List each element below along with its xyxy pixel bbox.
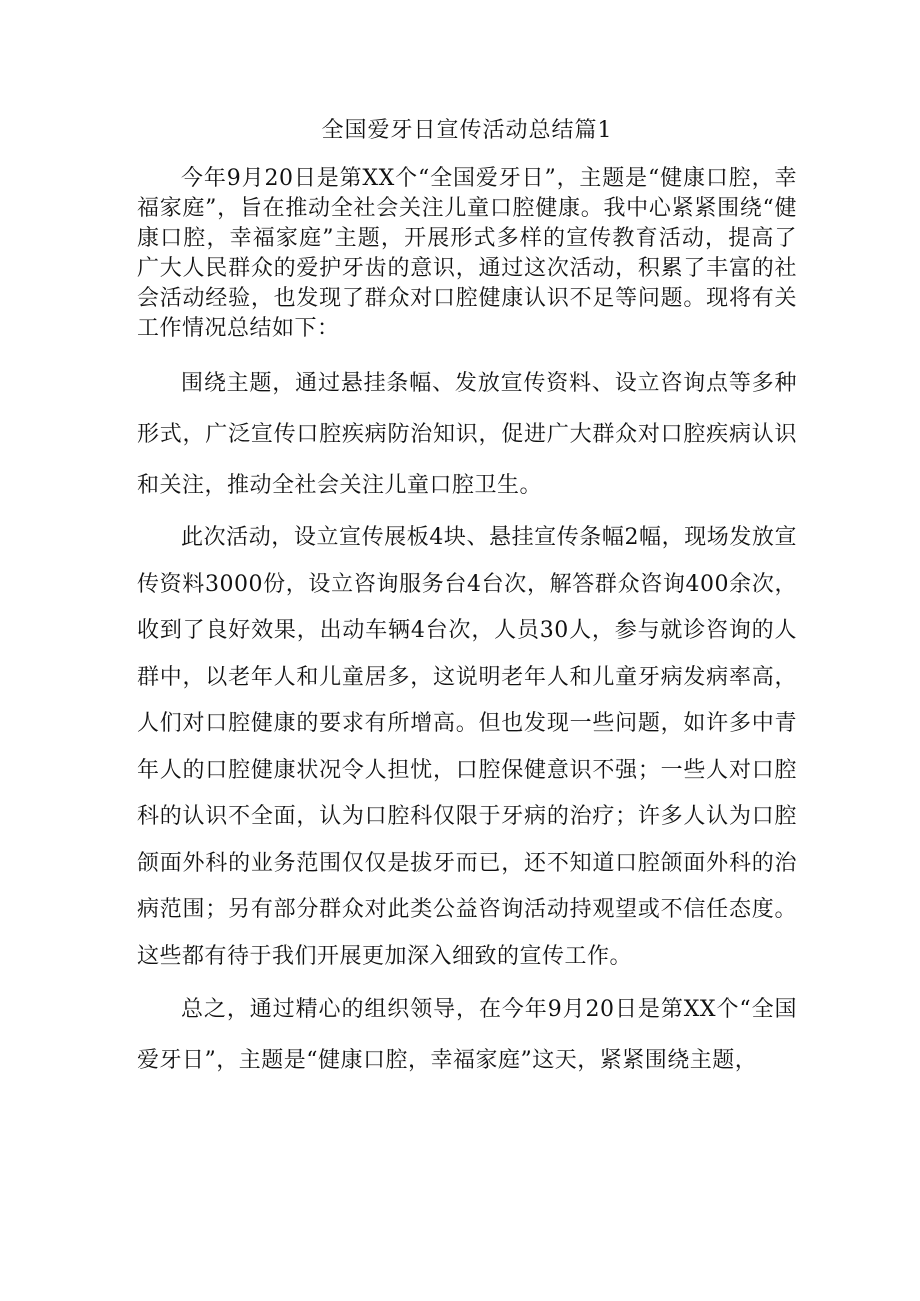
paragraph-theme: 围绕主题，通过悬挂条幅、发放宣传资料、设立咨询点等多种形式，广泛宣传口腔疾病防治知识，促进广大群众对口腔疾病认识和关注，推动全社会关注儿童口腔卫生。 xyxy=(137,371,797,498)
document-title: 全国爱牙日宣传活动总结篇1 xyxy=(321,118,613,143)
paragraph-summary: 总之，通过精心的组织领导，在今年9月20日是第XX个“全国爱牙日”，主题是“健康口腔，幸福家庭”这天，紧紧围绕主题， xyxy=(137,997,797,1073)
document-page xyxy=(137,116,797,1086)
paragraph-intro: 今年9月20日是第XX个“全国爱牙日”，主题是“健康口腔，幸福家庭”，旨在推动全社会关注儿童口腔健康。我中心紧紧围绕“健康口腔，幸福家庭”主题，开展形式多样的宣传教育活动，提高了广大人民群众的爱护牙齿的意识，通过这次活动，积累了丰富的社会活动经验，也发现了群众对口腔健康认识不足等问题。现将有关工作情况总结如下： xyxy=(137,166,797,341)
paragraph-activity: 此次活动，设立宣传展板4块、悬挂宣传条幅2幅，现场发放宣传资料3000份，设立咨询服务台4台次，解答群众咨询400余次，收到了良好效果，出动车辆4台次，人员30人，参与就诊咨询的人群中，以老年人和儿童居多，这说明老年人和儿童牙病发病率高，人们对口腔健康的要求有所增高。但也发现一些问题，如许多中青年人的口腔健康状况令人担忧，口腔保健意识不强；一些人对口腔科的认识不全面，认为口腔科仅限于牙病的治疗；许多人认为口腔颌面外科的业务范围仅仅是拔牙而已，还不知道口腔颌面外科的治病范围；另有部分群众对此类公益咨询活动持观望或不信任态度。这些都有待于我们开展更加深入细致的宣传工作。 xyxy=(137,525,797,969)
